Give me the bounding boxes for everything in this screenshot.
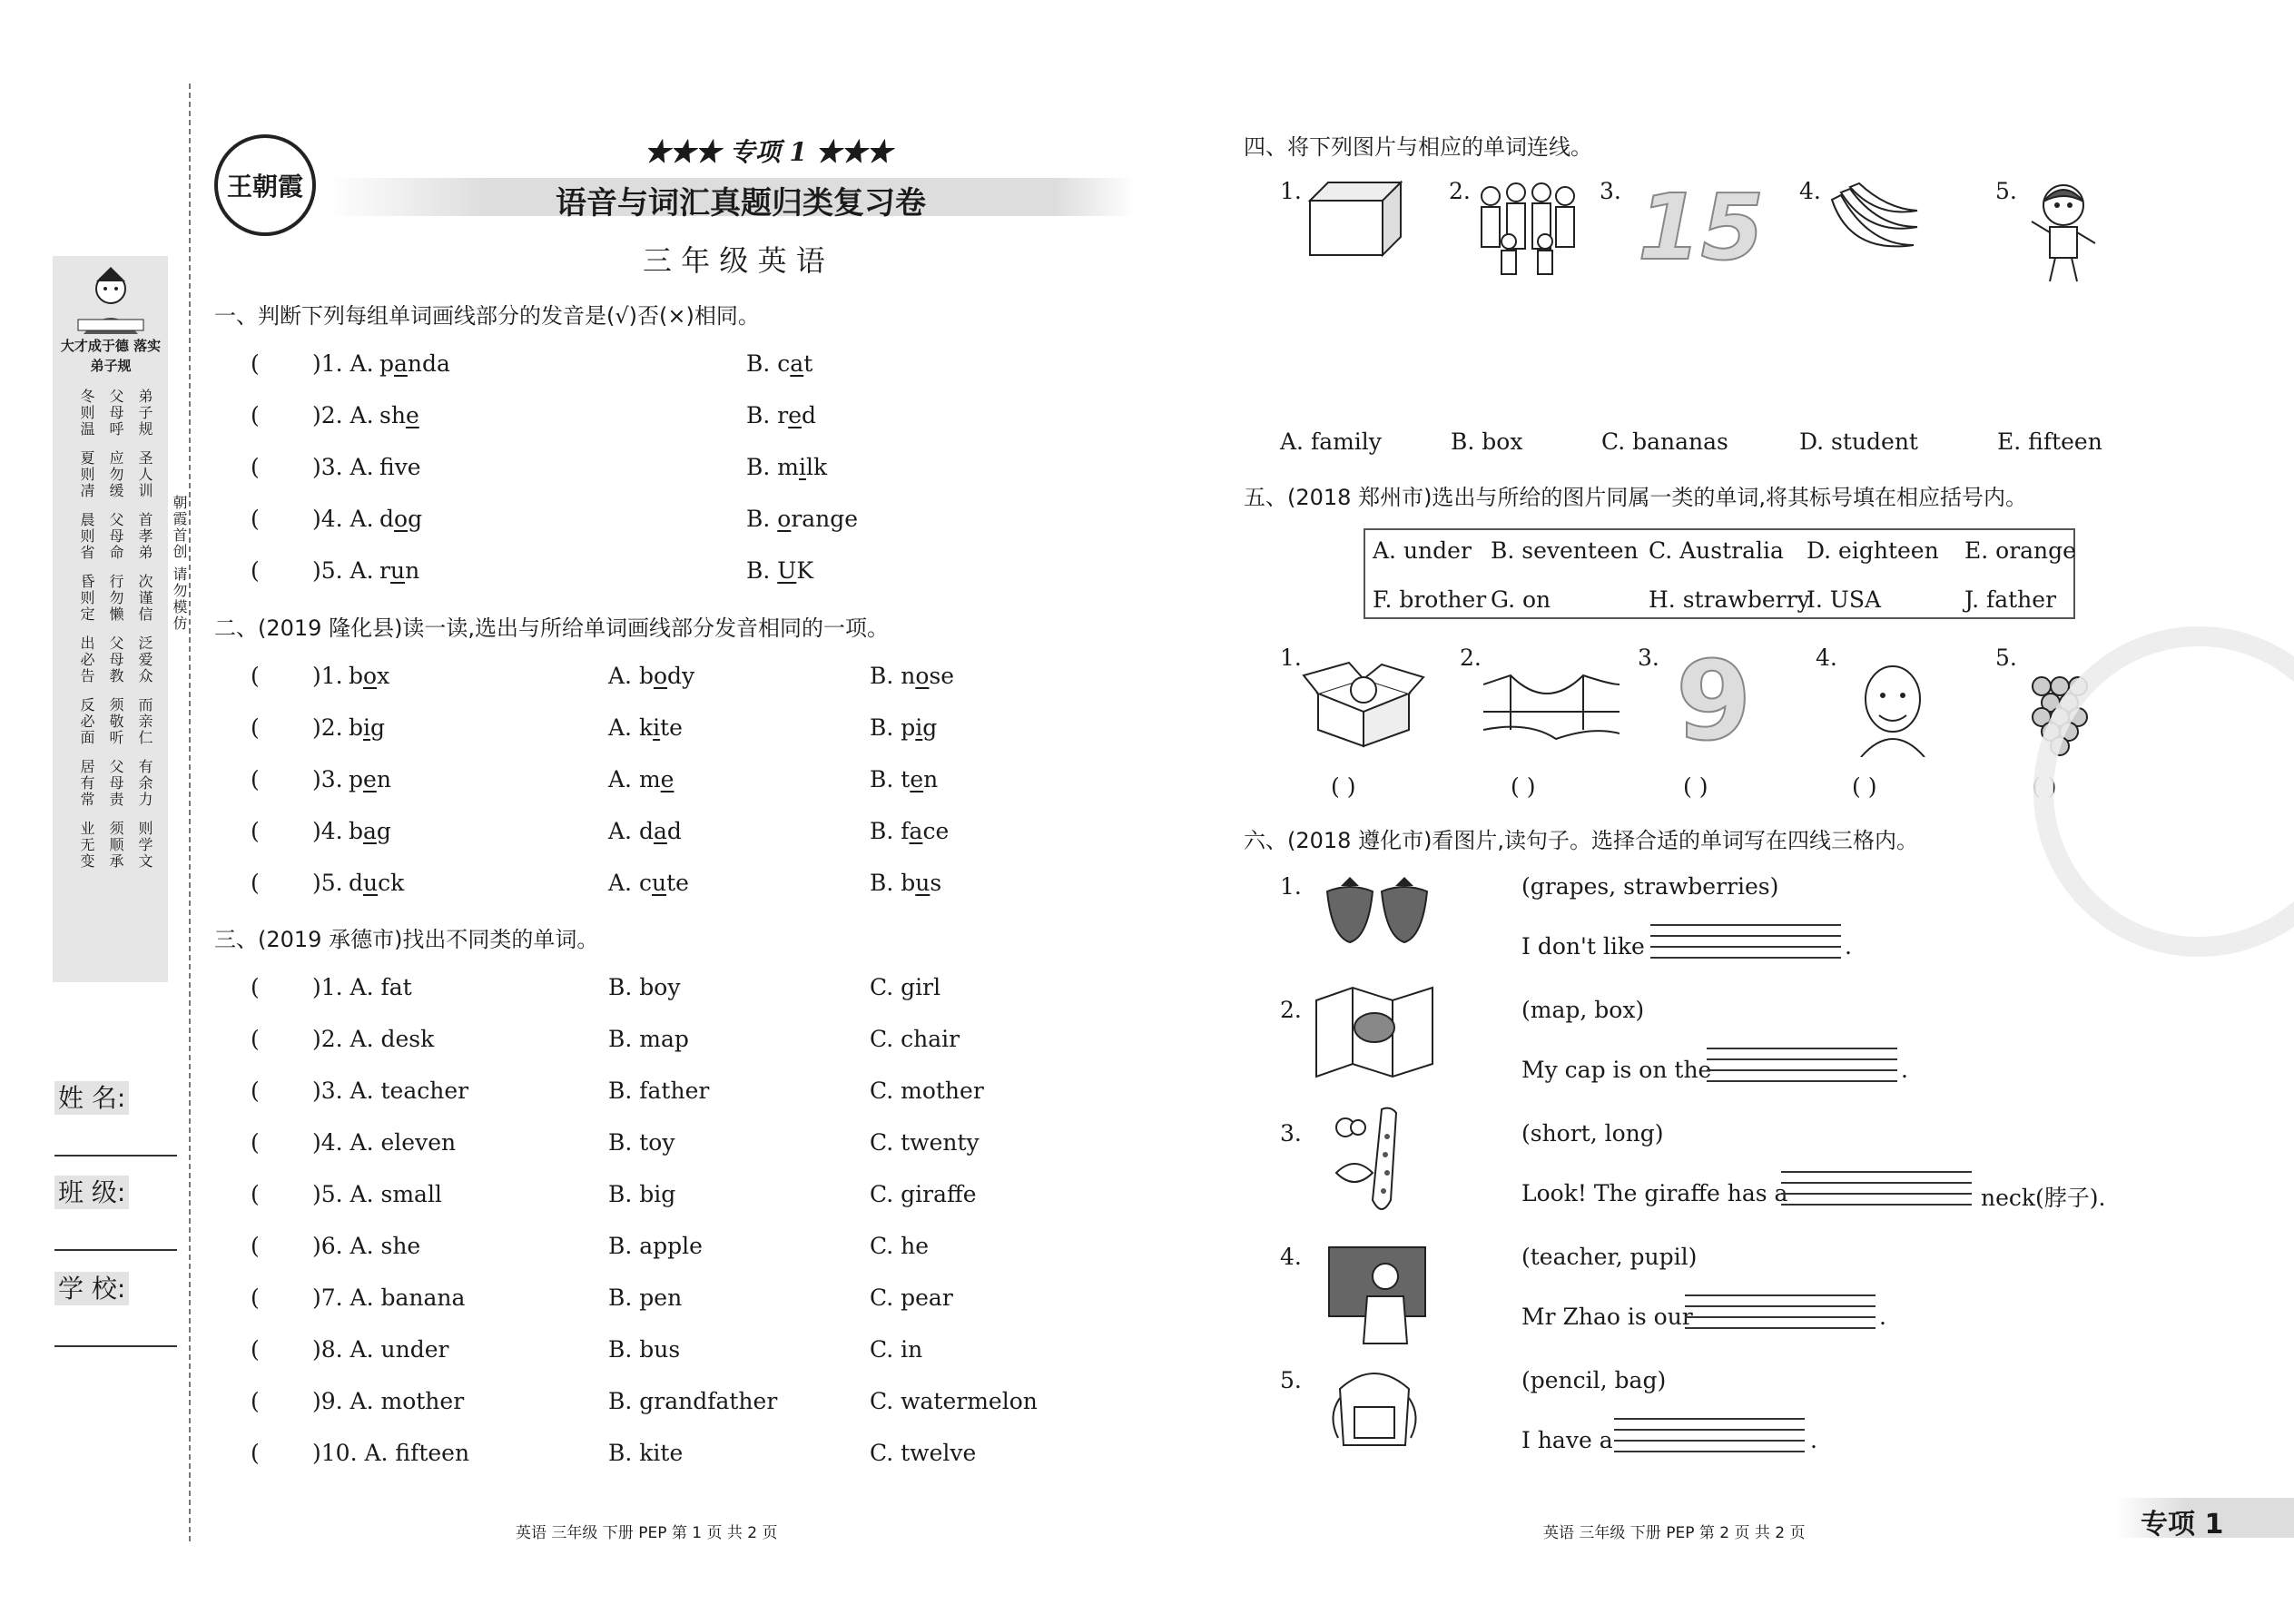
sidebar-poem (65, 389, 156, 870)
page-title: 语音与词汇真题归类复习卷 (556, 185, 926, 221)
s4-num: 1. (1280, 178, 1302, 204)
poem-col: 应勿缓 (107, 450, 124, 499)
s6-sentence-post: . (1845, 933, 1852, 960)
bank-word: B. seventeen (1491, 537, 1639, 564)
section4-heading: 四、将下列图片与相应的单词连线。 (1244, 134, 1592, 160)
poem-col: 昏则定 (78, 574, 95, 623)
sidebar-panel (53, 256, 168, 982)
s6-choices: (short, long) (1521, 1120, 1664, 1147)
bank-word: D. eighteen (1807, 537, 1939, 564)
s4-word[interactable]: D. student (1799, 428, 1918, 455)
poem-col: 须顺承 (107, 821, 124, 870)
s6-num: 5. (1280, 1367, 1302, 1393)
poem-col: 则学文 (136, 821, 153, 870)
section5-heading: 五、(2018 郑州市)选出与所给的图片同属一类的单词,将其标号填在相应括号内。 (1244, 485, 2028, 510)
s5-num: 1. (1280, 645, 1302, 671)
bank-word: A. under (1373, 537, 1472, 564)
poem-col: 晨则省 (78, 512, 95, 561)
strawberries-icon (1318, 873, 1436, 946)
logo-badge (214, 134, 316, 236)
poem-col: 而亲仁 (136, 697, 153, 746)
poem-col: 弟子规 (136, 389, 153, 438)
sidebar-vertical-note: 朝霞首创 请勿模仿 (171, 495, 188, 633)
poem-col: 首孝弟 (136, 512, 153, 561)
bank-word: G. on (1491, 586, 1551, 613)
poem-col: 行勿懒 (107, 574, 124, 623)
family-icon[interactable] (1472, 178, 1581, 278)
name-label: 姓 名: (54, 1081, 129, 1115)
toy-in-box-icon (1300, 657, 1427, 748)
s6-sentence-post: neck(脖子). (1981, 1185, 2106, 1211)
s6-num: 4. (1280, 1244, 1302, 1270)
poem-col: 泛爱众 (136, 635, 153, 684)
bank-word: E. orange (1964, 537, 2076, 564)
s5-num: 4. (1816, 645, 1837, 671)
poem-col: 圣人训 (136, 450, 153, 499)
s5-answer-blank[interactable]: ( ) (1331, 773, 1356, 800)
s5-num: 2. (1460, 645, 1482, 671)
school-field[interactable] (54, 1269, 177, 1347)
s4-word[interactable]: A. family (1280, 428, 1382, 455)
s5-num: 5. (1995, 645, 2017, 671)
s6-sentence-post: . (1901, 1057, 1908, 1083)
s4-word[interactable]: C. bananas (1601, 428, 1728, 455)
corner-tag-text: 专项 1 (2141, 1509, 2224, 1540)
teacher-icon (1327, 1245, 1427, 1345)
four-line-writing-area[interactable] (1781, 1171, 1972, 1215)
s5-answer-blank[interactable]: ( ) (1511, 773, 1536, 800)
class-field[interactable] (54, 1173, 177, 1251)
poem-col: 业无变 (78, 821, 95, 870)
name-field[interactable] (54, 1078, 177, 1156)
s6-num: 2. (1280, 997, 1302, 1023)
section1-heading: 一、判断下列每组单词画线部分的发音是(√)否(×)相同。 (214, 303, 760, 329)
poem-col: 反必面 (78, 697, 95, 746)
poem-col: 出必告 (78, 635, 95, 684)
poem-col: 父母责 (107, 759, 124, 808)
s5-answer-blank[interactable]: ( ) (1852, 773, 1877, 800)
four-line-writing-area[interactable] (1707, 1048, 1897, 1091)
student-icon[interactable] (2023, 178, 2104, 287)
series-label: ★★★ 专项 1 ★★★ (645, 137, 892, 167)
poem-col: 夏则凊 (78, 450, 95, 499)
grandfather-icon (1843, 657, 1943, 757)
poem-col: 居有常 (78, 759, 95, 808)
s6-sentence-pre: Mr Zhao is our (1521, 1304, 1693, 1330)
poem-col: 父母呼 (107, 389, 124, 438)
backpack-icon (1322, 1362, 1427, 1452)
bank-word: C. Australia (1649, 537, 1784, 564)
logo-text: 王朝霞 (226, 172, 303, 202)
bank-word: H. strawberry (1649, 586, 1810, 613)
class-label: 班 级: (54, 1176, 129, 1209)
bank-word: J. father (1964, 586, 2057, 613)
s6-sentence-pre: My cap is on the (1521, 1057, 1712, 1083)
poem-col: 冬则温 (78, 389, 95, 438)
s4-word[interactable]: E. fifteen (1997, 428, 2102, 455)
binding-dashed-line (189, 84, 191, 1541)
nine-number-icon: 9 (1676, 639, 1752, 765)
s6-num: 3. (1280, 1120, 1302, 1147)
s6-choices: (pencil, bag) (1521, 1367, 1667, 1393)
s4-word[interactable]: B. box (1451, 428, 1523, 455)
s6-sentence-pre: Look! The giraffe has a (1521, 1180, 1788, 1206)
s6-choices: (teacher, pupil) (1521, 1244, 1698, 1270)
map-icon (1311, 982, 1438, 1082)
four-line-writing-area[interactable] (1650, 924, 1841, 968)
school-label: 学 校: (54, 1272, 129, 1305)
bridge-icon (1483, 666, 1620, 748)
sidebar-motto: 大才成于德 落实弟子规 (60, 338, 162, 374)
section6-heading: 六、(2018 遵化市)看图片,读句子。选择合适的单词写在四线三格内。 (1244, 828, 1919, 853)
footer-right: 英语 三年级 下册 PEP 第 2 页 共 2 页 (1543, 1524, 1806, 1542)
poem-col: 父母教 (107, 635, 124, 684)
poem-col: 次谨信 (136, 574, 153, 623)
section2-heading: 二、(2019 隆化县)读一读,选出与所给单词画线部分发音相同的一项。 (214, 615, 890, 641)
bank-word: F. brother (1373, 586, 1487, 613)
s6-sentence-post: . (1879, 1304, 1886, 1330)
poem-col: 有余力 (136, 759, 153, 808)
s4-num: 4. (1799, 178, 1821, 204)
poem-col: 父母命 (107, 512, 124, 561)
s5-answer-blank[interactable]: ( ) (1683, 773, 1708, 800)
scholar-icon (65, 261, 156, 343)
s6-sentence-pre: I have a (1521, 1427, 1613, 1453)
box-icon[interactable] (1305, 178, 1405, 260)
footer-left: 英语 三年级 下册 PEP 第 1 页 共 2 页 (516, 1524, 778, 1542)
s4-num: 3. (1600, 178, 1621, 204)
s6-sentence-post: . (1810, 1427, 1817, 1453)
corner-tag (2115, 1498, 2294, 1538)
page-subtitle: 三 年 级 英 语 (643, 243, 825, 278)
poem-col: 须敬听 (107, 697, 124, 746)
bananas-icon[interactable] (1823, 182, 1923, 263)
s5-answer-blank[interactable]: ( ) (2032, 773, 2057, 800)
section3-heading: 三、(2019 承德市)找出不同类的单词。 (214, 927, 599, 952)
s4-num: 2. (1449, 178, 1471, 204)
s6-choices: (map, box) (1521, 997, 1645, 1023)
giraffe-icon (1327, 1100, 1427, 1227)
four-line-writing-area[interactable] (1614, 1418, 1805, 1462)
four-line-writing-area[interactable] (1685, 1294, 1876, 1338)
s6-sentence-pre: I don't like (1521, 933, 1645, 960)
s5-num: 3. (1638, 645, 1659, 671)
fifteen-number-icon[interactable]: 15 (1638, 174, 1765, 281)
bank-word: I. USA (1807, 586, 1882, 613)
s6-choices: (grapes, strawberries) (1521, 873, 1779, 900)
s6-num: 1. (1280, 873, 1302, 900)
s4-num: 5. (1995, 178, 2017, 204)
